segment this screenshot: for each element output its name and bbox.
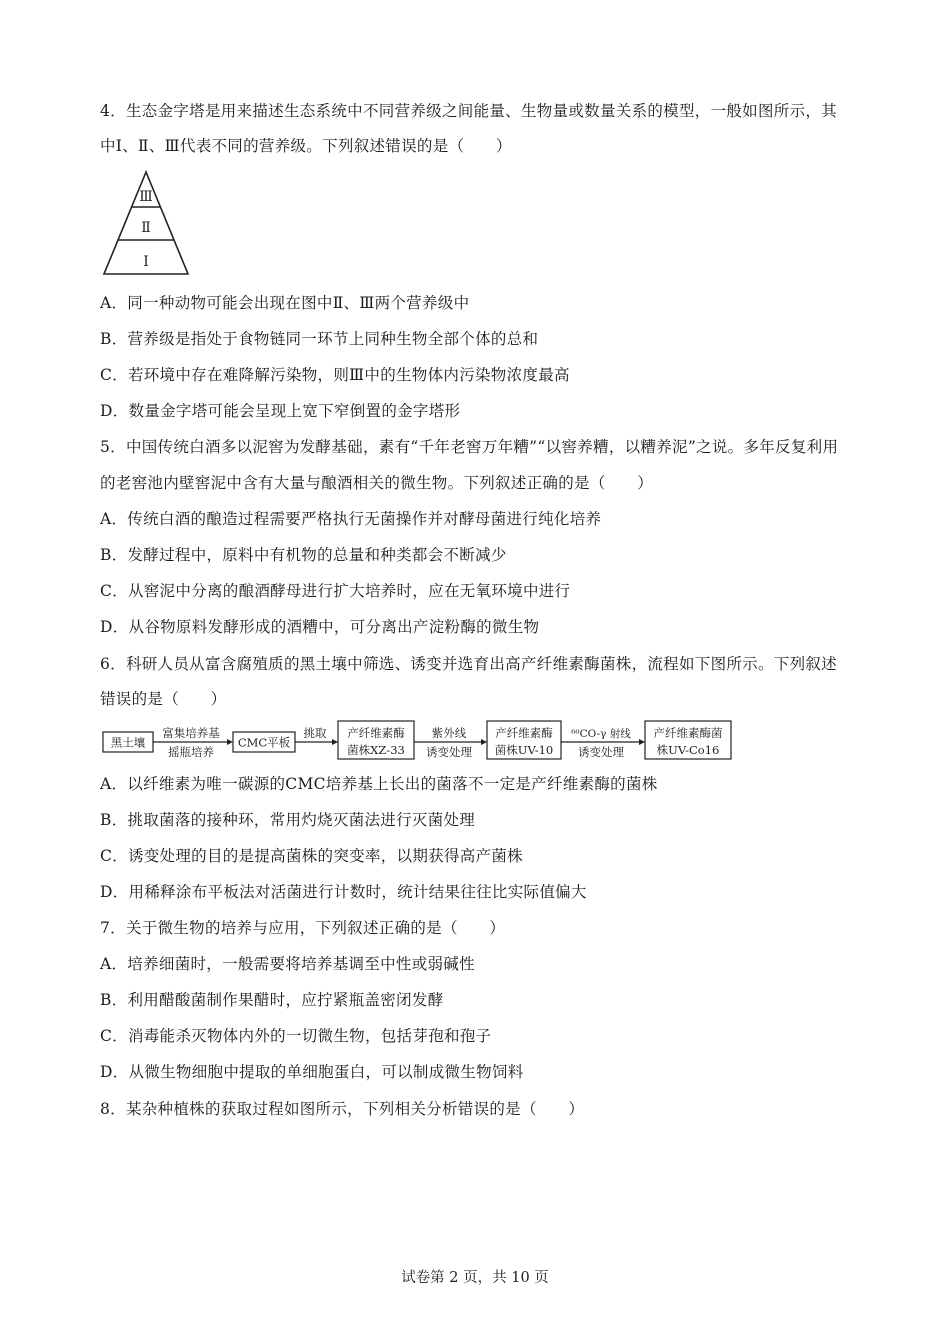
flow-arrow-4-top-label: ⁶⁰CO-γ 射线 [571, 728, 631, 740]
q7-option-a: A．培养细菌时，一般需要将培养基调至中性或弱碱性 [100, 955, 475, 973]
q5-option-b: B．发酵过程中，原料中有机物的总量和种类都会不断减少 [100, 546, 507, 564]
q7-option-b: B．利用醋酸菌制作果醋时，应拧紧瓶盖密闭发酵 [100, 991, 444, 1009]
q6-option-c: C．诱变处理的目的是提高菌株的突变率，以期获得高产菌株 [100, 847, 523, 865]
page-footer: 试卷第 2 页，共 10 页 [401, 1270, 549, 1286]
pyramid-level-1: Ⅰ [143, 254, 149, 270]
strain-selection-flowchart [100, 718, 740, 766]
q6-option-d: D．用稀释涂布平板法对活菌进行计数时，统计结果往往比实际值偏大 [100, 883, 587, 901]
flow-arrow-1-bottom-label: 摇瓶培养 [168, 745, 214, 759]
pyramid-level-2: Ⅱ [141, 220, 151, 236]
flow-arrow-3-bottom-label: 诱变处理 [426, 745, 472, 759]
q7-option-d: D．从微生物细胞中提取的单细胞蛋白，可以制成微生物饲料 [100, 1063, 524, 1081]
flow-box-uv10-line1: 产纤维素酶 [495, 726, 553, 740]
q6-option-a: A．以纤维素为唯一碳源的CMC培养基上长出的菌落不一定是产纤维素酶的菌株 [100, 775, 658, 793]
q4-option-a: A．同一种动物可能会出现在图中Ⅱ、Ⅲ两个营养级中 [100, 294, 470, 312]
flow-box-uvco16-line1: 产纤维素酶菌 [653, 726, 723, 740]
flow-box-uvco16-line2: 株UV-Co16 [656, 743, 720, 757]
flow-box-xz33-line2: 菌株XZ-33 [347, 743, 405, 757]
q7-stem-line1: 7．关于微生物的培养与应用，下列叙述正确的是（ ） [100, 919, 506, 937]
flow-arrow-3-top-label: 紫外线 [431, 726, 467, 740]
flow-box-black-soil-label: 黑土壤 [110, 735, 146, 750]
q4-option-d: D．数量金字塔可能会呈现上宽下窄倒置的金字塔形 [100, 402, 461, 420]
q6-stem-line2: 错误的是（ ） [100, 690, 227, 708]
q7-option-c: C．消毒能杀灭物体内外的一切微生物，包括芽孢和孢子 [100, 1027, 492, 1045]
q4-option-c: C．若环境中存在难降解污染物，则Ⅲ中的生物体内污染物浓度最高 [100, 366, 570, 384]
q8-stem-line1: 8．某杂种植株的获取过程如图所示，下列相关分析错误的是（ ） [100, 1100, 585, 1118]
q4-option-b: B．营养级是指处于食物链同一环节上同种生物全部个体的总和 [100, 330, 539, 348]
flow-box-xz33-line1: 产纤维素酶 [347, 726, 405, 740]
q5-stem-line2: 的老窖池内壁窖泥中含有大量与酿酒相关的微生物。下列叙述正确的是（ ） [100, 474, 654, 492]
flow-arrow-4-bottom-label: 诱变处理 [578, 745, 624, 759]
q5-option-c: C．从窖泥中分离的酿酒酵母进行扩大培养时，应在无氧环境中进行 [100, 582, 571, 600]
flow-box-uv10-line2: 菌株UV-10 [494, 743, 554, 757]
q5-stem-line1: 5．中国传统白酒多以泥窖为发酵基础，素有“千年老窖万年糟”“以窖养糟，以糟养泥”之说。多年反复利用 [100, 438, 839, 456]
flow-box-cmc-plate-label: CMC平板 [237, 735, 291, 750]
ecological-pyramid-diagram [100, 170, 192, 278]
flow-arrow-1-top-label: 富集培养基 [162, 726, 220, 740]
q5-option-a: A．传统白酒的酿造过程需要严格执行无菌操作并对酵母菌进行纯化培养 [100, 510, 602, 528]
flow-arrow-2-top-label: 挑取 [303, 726, 327, 740]
q4-stem-line1: 4．生态金字塔是用来描述生态系统中不同营养级之间能量、生物量或数量关系的模型，一般如图所示，其 [100, 102, 837, 120]
pyramid-level-3: Ⅲ [139, 189, 153, 205]
q6-stem-line1: 6．科研人员从富含腐殖质的黑土壤中筛选、诱变并选育出高产纤维素酶菌株，流程如下图所示。下列叙述 [100, 655, 837, 673]
q5-option-d: D．从谷物原料发酵形成的酒糟中，可分离出产淀粉酶的微生物 [100, 618, 540, 636]
q6-option-b: B．挑取菌落的接种环，常用灼烧灭菌法进行灭菌处理 [100, 811, 476, 829]
q4-stem-line2: 中Ⅰ、Ⅱ、Ⅲ代表不同的营养级。下列叙述错误的是（ ） [100, 137, 512, 155]
